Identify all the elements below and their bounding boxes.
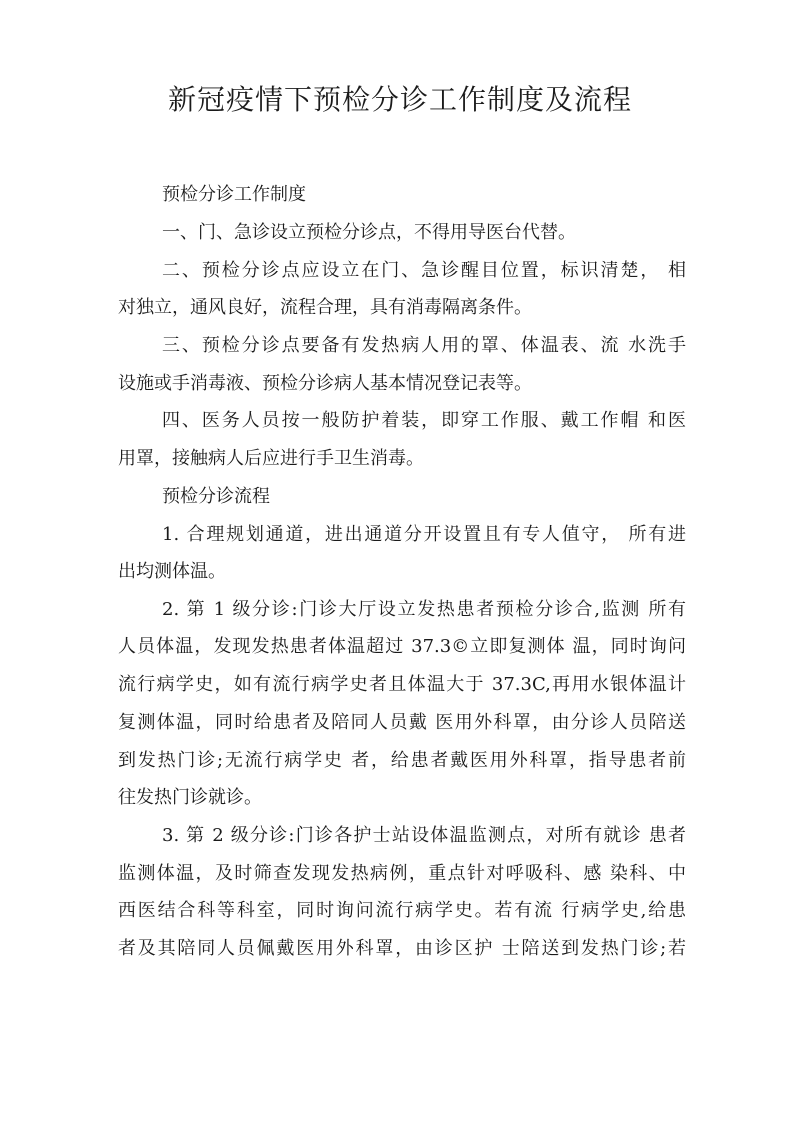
paragraph-line: 流行病学史，如有流行病学史者且体温大于 37.3C,再用水银体温计 — [118, 674, 686, 695]
paragraph-line: 者及其陪同人员佩戴医用外科罩，由诊区护 士陪送到发热门诊;若 — [118, 938, 686, 959]
paragraph-line: 复测体温，同时给患者及陪同人员戴 医用外科罩，由分诊人员陪送 — [118, 712, 686, 733]
paragraph-line: 二、预检分诊点应设立在门、急诊醒目位置，标识清楚， 相 — [162, 260, 686, 281]
paragraph-line: 到发热门诊;无流行病学史 者，给患者戴医用外科罩，指导患者前 — [118, 750, 686, 771]
paragraph-line: 人员体温，发现发热患者体温超过 37.3©立即复测体 温，同时询问 — [118, 636, 686, 657]
paragraph-line: 四、医务人员按一般防护着装，即穿工作服、戴工作帽 和医 — [162, 410, 686, 431]
paragraph-line: 出均测体温。 — [118, 561, 226, 582]
paragraph-line: 3. 第 2 级分诊:门诊各护士站设体温监测点，对所有就诊 患者 — [162, 825, 686, 846]
paragraph-line: 对独立，通风良好，流程合理，具有消毒隔离条件。 — [118, 297, 532, 318]
paragraph-line: 用罩，接触病人后应进行手卫生消毒。 — [118, 448, 424, 469]
paragraph-line: 三、预检分诊点要备有发热病人用的罩、体温表、流 水洗手 — [162, 335, 686, 356]
paragraph-line: 设施或手消毒液、预检分诊病人基本情况登记表等。 — [118, 373, 532, 394]
paragraph-line: 往发热门诊就诊。 — [118, 787, 262, 808]
paragraph-line: 1. 合理规划通道，进出通道分开设置且有专人值守， 所有进 — [162, 524, 686, 545]
document-title: 新冠疫情下预检分诊工作制度及流程 — [167, 83, 632, 116]
section-heading: 预检分诊流程 — [162, 486, 270, 507]
paragraph-line: 监测体温，及时筛查发现发热病例，重点针对呼吸科、感 染科、中 — [118, 863, 686, 884]
paragraph-line: 一、门、急诊设立预检分诊点，不得用导医台代替。 — [162, 222, 576, 243]
paragraph-line: 2. 第 1 级分诊:门诊大厅设立发热患者预检分诊合,监测 所有 — [162, 599, 686, 620]
paragraph-line: 西医结合科等科室，同时询问流行病学史。若有流 行病学史,给患 — [118, 900, 686, 921]
section-heading: 预检分诊工作制度 — [162, 184, 306, 205]
